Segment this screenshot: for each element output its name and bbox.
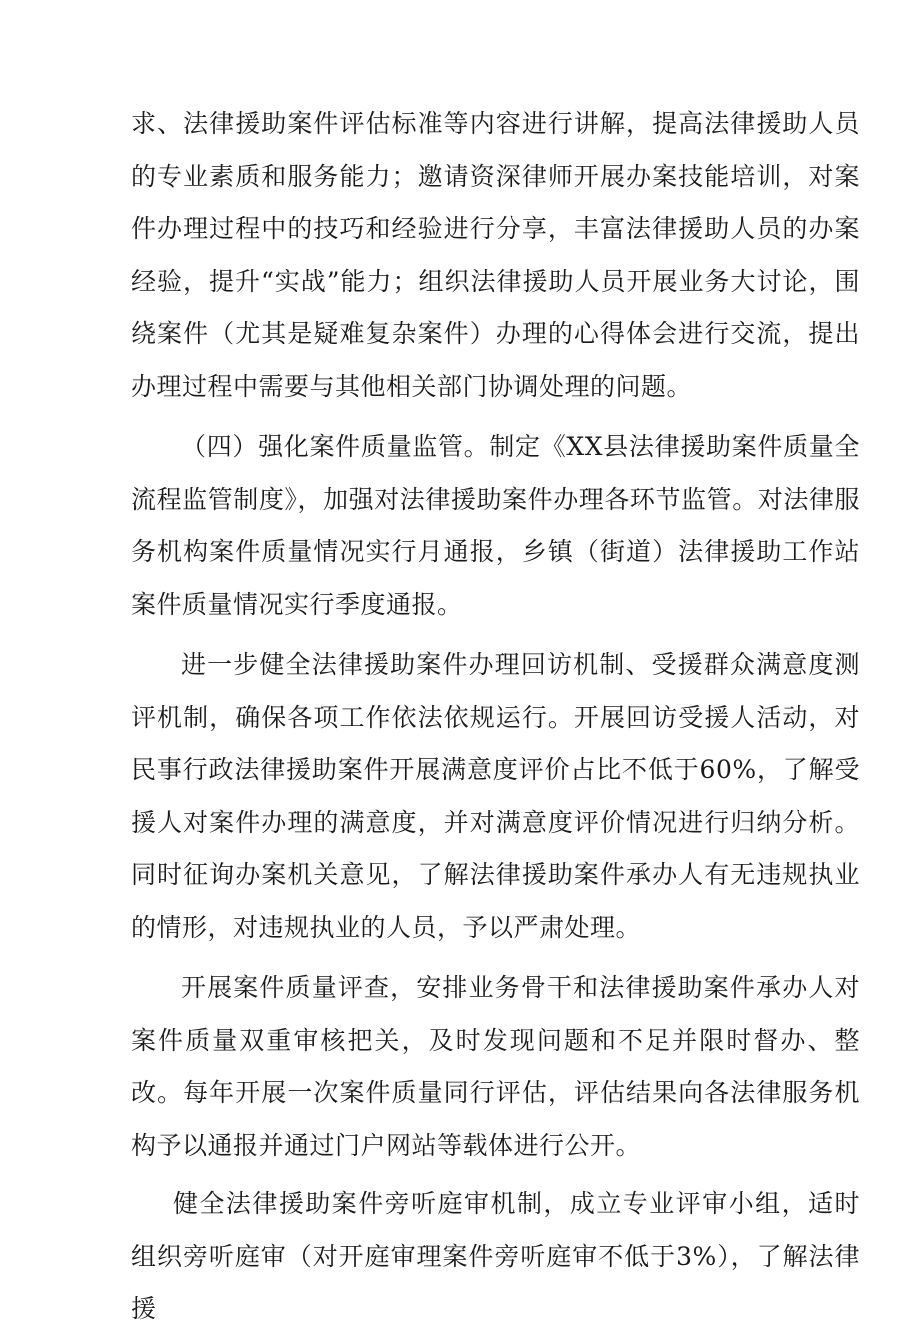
paragraph-quality-supervision: （四）强化案件质量监管。制定《XX县法律援助案件质量全流程监管制度》，加强对法律援助案件办理各环节监管。对法律服务机构案件质量情况实行月通报，乡镇（街道）法律援助工作站案件质量情况实行季度通报。 (131, 432, 860, 619)
paragraph-follow-up-mechanism: 进一步健全法律援助案件办理回访机制、受援群众满意度测评机制，确保各项工作依法依规运行。开展回访受援人活动，对民事行政法律援助案件开展满意度评价占比不低于60%，了解受援人对案件办理的满意度，并对满意度评价情况进行归纳分析。同时征询办案机关意见，了解法律援助案件承办人有无违规执业的情形，对违规执业的人员，予以严肃处理。 (131, 650, 860, 942)
paragraph-training-continuation: 求、法律援助案件评估标准等内容进行讲解，提高法律援助人员的专业素质和服务能力；邀请资深律师开展办案技能培训，对案件办理过程中的技巧和经验进行分享，丰富法律援助人员的办案经验，提升“实战”能力；组织法律援助人员开展业务大讨论，围绕案件（尤其是疑难复杂案件）办理的心得体会进行交流，提出办理过程中需要与其他相关部门协调处理的问题。 (131, 109, 860, 401)
paragraph-quality-review: 开展案件质量评查，安排业务骨干和法律援助案件承办人对案件质量双重审核把关，及时发现问题和不足并限时督办、整改。每年开展一次案件质量同行评估，评估结果向各法律服务机构予以通报并通过门户网站等载体进行公开。 (131, 973, 860, 1160)
paragraph-court-hearing: 健全法律援助案件旁听庭审机制，成立专业评审小组，适时组织旁听庭审（对开庭审理案件旁听庭审不低于3%），了解法律援 (131, 1189, 860, 1323)
